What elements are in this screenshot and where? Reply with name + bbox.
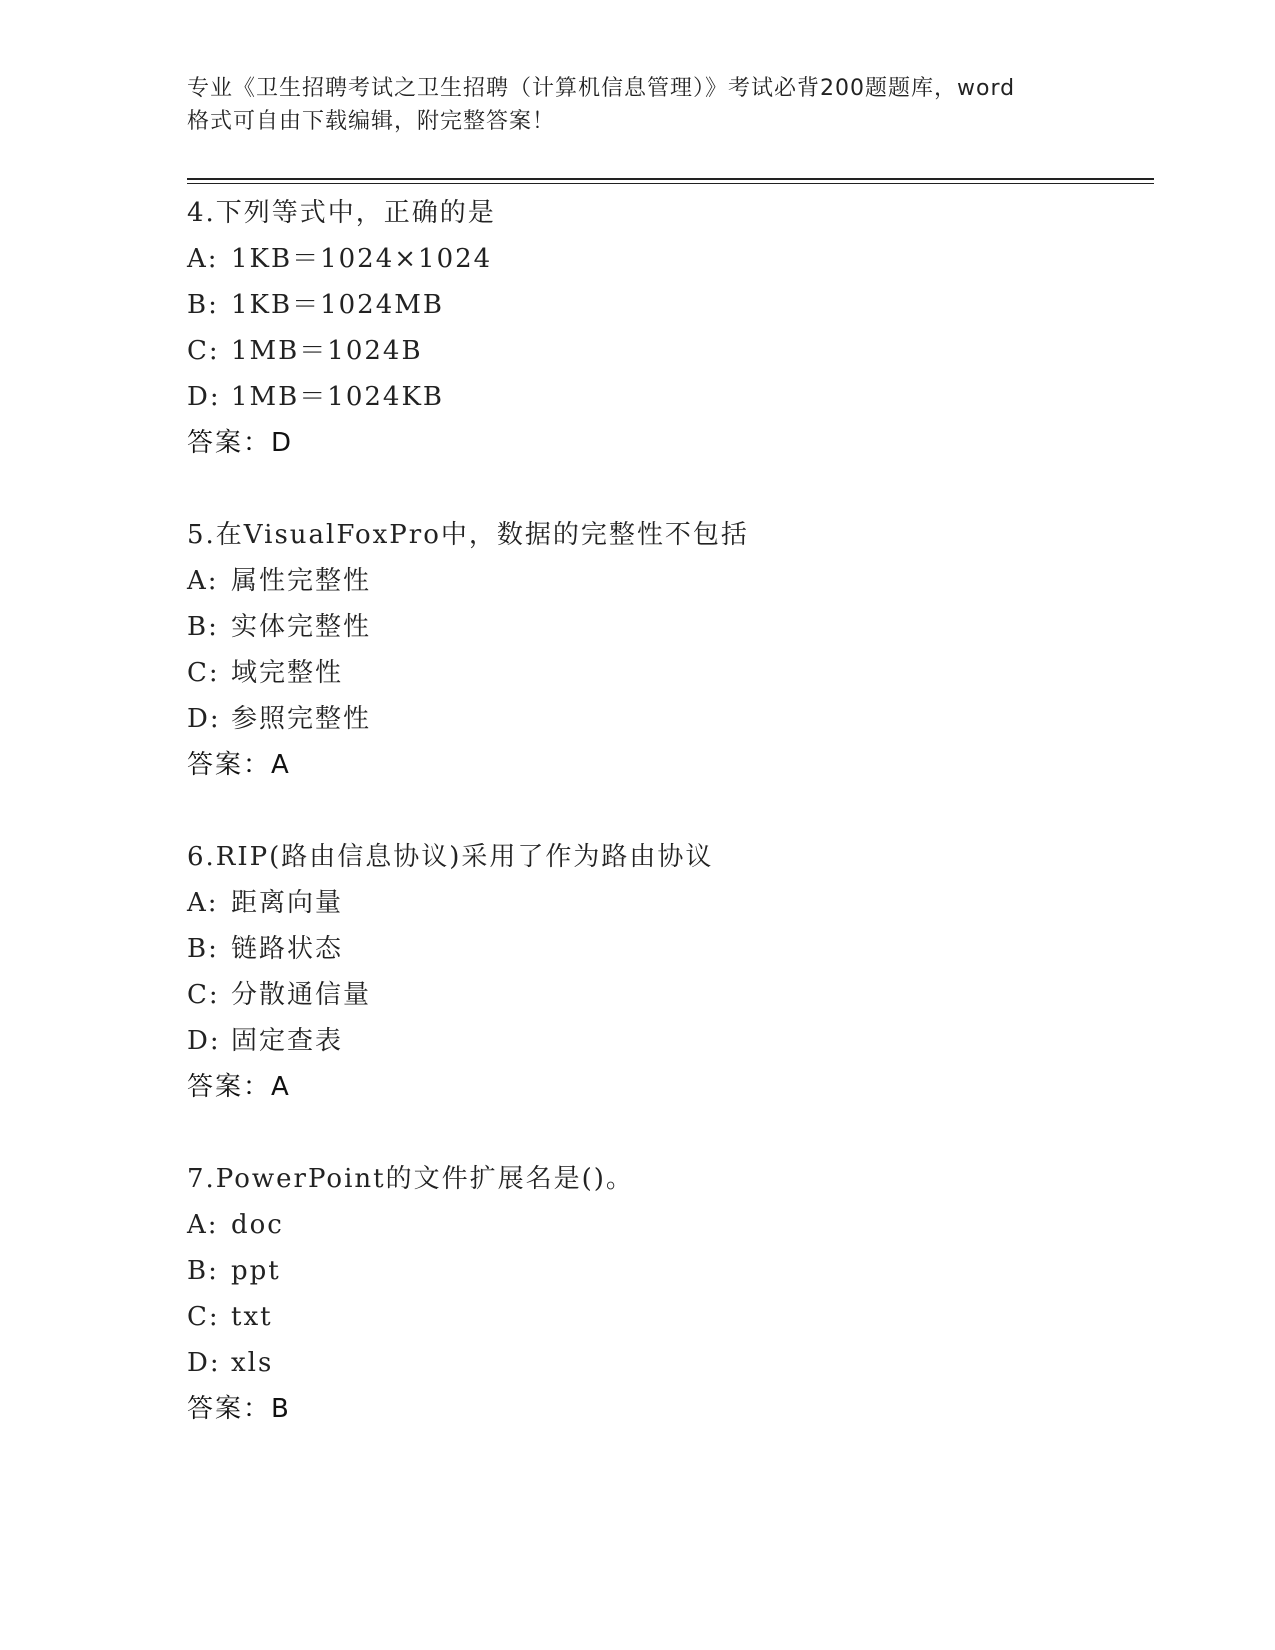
answer-line: 答案：B [187,1394,291,1424]
option-key: D: [187,704,221,734]
option-a [187,236,1147,282]
option-key: C: [187,658,220,688]
option-key: B: [187,934,219,964]
option-d [187,696,1147,742]
question-stem: 5.在VisualFoxPro中，数据的完整性不包括 [187,520,749,550]
option-b [187,926,1147,972]
option-key: C: [187,1302,220,1332]
document-header [187,72,1087,138]
header-divider-thin [187,183,1154,184]
answer-line: 答案：A [187,1072,291,1102]
option-key: A: [187,566,219,596]
option-key: B: [187,612,219,642]
header-divider-thick [187,178,1154,180]
option-key: A: [187,1210,219,1240]
option-d [187,1340,1147,1386]
option-text: doc [231,1210,284,1240]
option-key: C: [187,336,220,366]
option-c [187,1294,1147,1340]
option-a [187,1202,1147,1248]
question-stem: 6.RIP(路由信息协议)采用了作为路由协议 [187,842,714,872]
question-5 [187,512,1147,788]
option-text: 1KB＝1024×1024 [231,244,493,274]
answer-line: 答案：D [187,428,294,458]
option-text: 1MB＝1024KB [231,382,444,412]
answer-line: 答案：A [187,750,291,780]
option-key: A: [187,888,219,918]
question-stem: 4.下列等式中，正确的是 [187,198,496,228]
option-text: 域完整性 [231,658,344,688]
option-b [187,1248,1147,1294]
option-key: D: [187,1026,221,1056]
option-text: 1MB＝1024B [231,336,423,366]
option-key: A: [187,244,219,274]
option-key: D: [187,382,221,412]
option-text: xls [231,1348,274,1378]
question-stem: 7.PowerPoint的文件扩展名是()。 [187,1164,634,1194]
option-d [187,1018,1147,1064]
option-text: 1KB＝1024MB [231,290,444,320]
question-6 [187,834,1147,1110]
option-text: 实体完整性 [231,612,372,642]
option-key: D: [187,1348,221,1378]
option-text: 距离向量 [231,888,344,918]
option-key: B: [187,1256,219,1286]
option-text: 分散通信量 [231,980,372,1010]
option-text: 链路状态 [231,934,344,964]
option-c [187,972,1147,1018]
option-d [187,374,1147,420]
question-list [187,190,1147,1478]
option-text: ppt [231,1256,281,1286]
option-text: 属性完整性 [231,566,372,596]
question-7 [187,1156,1147,1432]
option-text: 参照完整性 [231,704,372,734]
option-b [187,604,1147,650]
option-b [187,282,1147,328]
question-4 [187,190,1147,466]
option-text: 固定查表 [231,1026,344,1056]
header-line-1: 专业《卫生招聘考试之卫生招聘（计算机信息管理）》考试必背200题题库，word [187,76,1016,101]
option-key: B: [187,290,219,320]
option-c [187,328,1147,374]
option-key: C: [187,980,220,1010]
option-a [187,558,1147,604]
header-line-2: 格式可自由下载编辑，附完整答案！ [187,109,556,134]
option-a [187,880,1147,926]
option-text: txt [231,1302,273,1332]
option-c [187,650,1147,696]
